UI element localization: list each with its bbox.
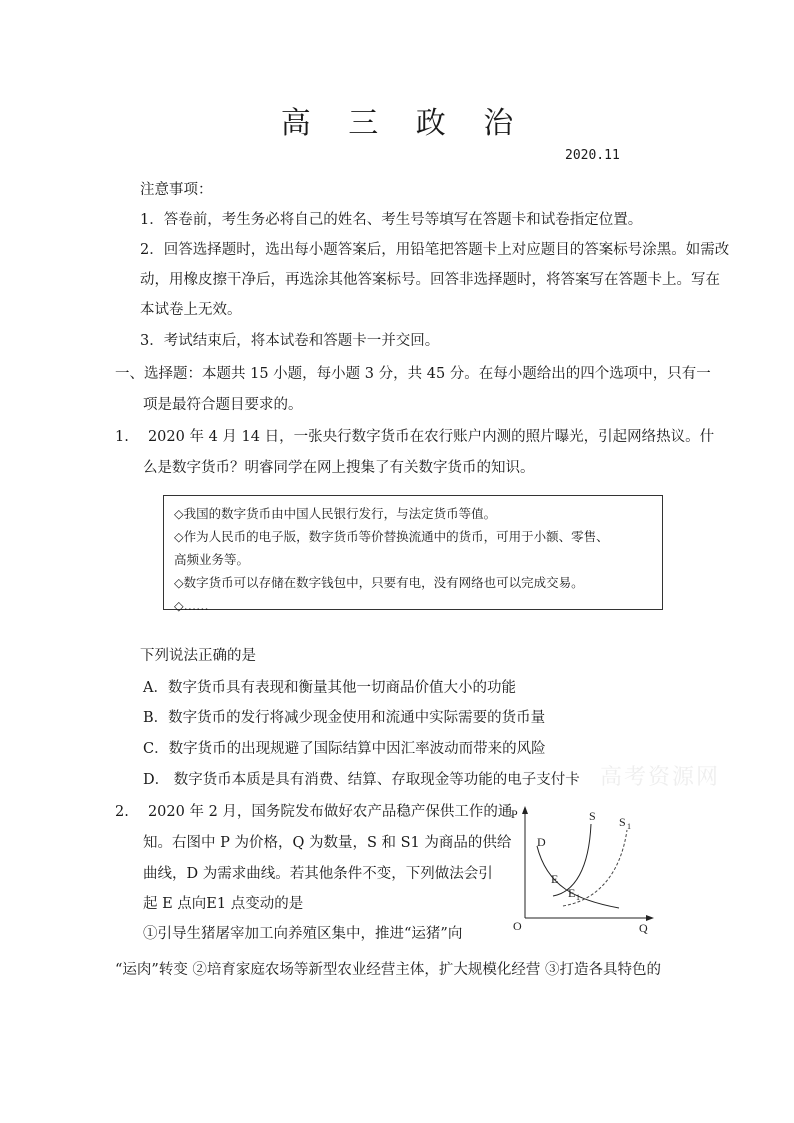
material-line: ◇作为人民币的电子版，数字货币等价替换流通中的货币，可用于小额、零售、 xyxy=(174,529,609,544)
label-q: Q xyxy=(639,921,648,935)
exam-date: 2020.11 xyxy=(565,148,620,163)
label-s: S xyxy=(589,809,596,823)
label-e1-sub: 1 xyxy=(576,893,580,902)
note-item-3: 3．考试结束后，将本试卷和答题卡一并交回。 xyxy=(140,333,440,349)
q1-stem-line2: 么是数字货币？明睿同学在网上搜集了有关数字货币的知识。 xyxy=(143,460,535,476)
supply-demand-graph xyxy=(503,800,673,940)
q2-line5: ①引导生猪屠宰加工向养殖区集中，推进“运猪”向 xyxy=(143,926,463,942)
notes-heading: 注意事项： xyxy=(140,182,213,198)
label-s1-sub: 1 xyxy=(627,822,631,831)
q1-option-a: A．数字货币具有表现和衡量其他一切商品价值大小的功能 xyxy=(143,680,516,696)
note-item-2-cont: 动，用橡皮擦干净后，再选涂其他答案标号。回答非选择题时，将答案写在答题卡上。写在 xyxy=(140,272,720,288)
material-line: ◇我国的数字货币由中国人民银行发行，与法定货币等值。 xyxy=(174,506,497,521)
label-o: O xyxy=(513,919,522,933)
q2-line3: 曲线，D 为需求曲线。若其他条件不变，下列做法会引 xyxy=(143,866,493,882)
label-d: D xyxy=(537,835,546,849)
q2-line1: 2. 2020 年 2 月，国务院发布做好农产品稳产保供工作的通 xyxy=(115,804,513,820)
material-line: 高频业务等。 xyxy=(174,552,250,567)
label-s1: S xyxy=(619,815,626,829)
q1-stem-line1: 1. 2020 年 4 月 14 日，一张央行数字货币在农行账户内测的照片曝光，引起网络热议。什 xyxy=(115,429,715,445)
q2-line4: 起 E 点向E1 点变动的是 xyxy=(143,896,304,912)
q1-material-box xyxy=(163,495,663,613)
q1-option-d: D． 数字货币本质是具有消费、结算、存取现金等功能的电子支付卡 xyxy=(143,772,580,788)
material-line: ◇数字货币可以存储在数字钱包中，只要有电，没有网络也可以完成交易。 xyxy=(174,575,584,590)
watermark: 高考资源网 xyxy=(600,765,721,790)
q1-option-c: C．数字货币的出现规避了国际结算中因汇率波动而带来的风险 xyxy=(143,741,546,757)
material-line: ◇…… xyxy=(174,598,209,613)
note-item-2-end: 本试卷上无效。 xyxy=(140,302,242,318)
q1-option-b: B．数字货币的发行将减少现金使用和流通中实际需要的货币量 xyxy=(143,710,546,726)
note-item-1: 1．答卷前，考生务必将自己的姓名、考生号等填写在答题卡和试卷指定位置。 xyxy=(140,212,643,228)
q2-line2: 知。右图中 P 为价格，Q 为数量，S 和 S1 为商品的供给 xyxy=(143,835,512,851)
note-item-2: 2．回答选择题时，选出每小题答案后，用铅笔把答题卡上对应题目的答案标号涂黑。如需改 xyxy=(140,242,730,258)
label-p: P xyxy=(511,807,518,821)
y-axis-arrow xyxy=(522,806,528,814)
q2-line6: “运肉”转变 ②培育家庭农场等新型农业经营主体，扩大规模化经营 ③打造各具特色的 xyxy=(115,962,662,978)
q1-question: 下列说法正确的是 xyxy=(140,648,256,664)
section1-heading: 一、选择题：本题共 15 小题，每小题 3 分，共 45 分。在每小题给出的四个选项中，只有一 xyxy=(115,366,711,382)
section1-heading-cont: 项是最符合题目要求的。 xyxy=(143,397,303,413)
label-e1: E xyxy=(568,886,576,900)
page-title: 高 三 政 治 xyxy=(280,106,528,141)
label-e: E xyxy=(551,872,559,886)
